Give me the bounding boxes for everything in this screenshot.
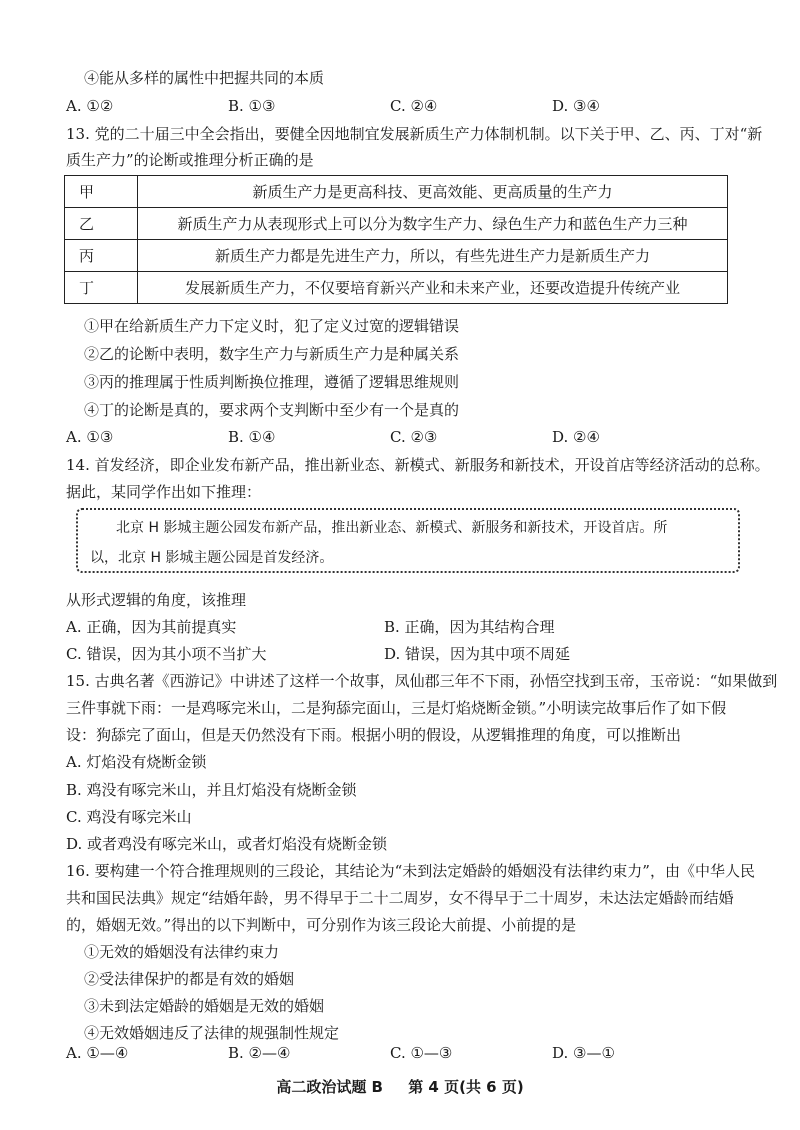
q16-option-d: D. ③—① [552,1044,615,1062]
q14-option-c: C. 错误，因为其小项不当扩大 [66,645,267,663]
q15-stem-line-2: 三件事就下雨：一是鸡啄完米山，二是狗舔完面山，三是灯焰烧断金锁。”小明读完故事后作了如下假 [66,699,727,717]
q13-statement-3: ③丙的推理属于性质判断换位推理，遵循了逻辑思维规则 [84,373,460,391]
q13-claims-table [64,175,728,304]
q15-option-b: B. 鸡没有啄完米山，并且灯焰没有烧断金锁 [66,781,357,799]
q16-statement-1: ①无效的婚姻没有法律约束力 [84,943,280,961]
q14-box-line-1: 北京 H 影城主题公园发布新产品，推出新业态、新模式、新服务和新技术，开设首店。所 [116,520,668,536]
q14-stem-line-2: 据此，某同学作出如下推理： [66,483,262,501]
table-row [65,272,728,304]
q15-stem-line-1: 15. 古典名著《西游记》中讲述了这样一个故事，凤仙郡三年不下雨，孙悟空找到玉帝，玉帝说：“如果做到 [66,672,778,690]
q15-stem-line-3: 设：狗舔完了面山，但是天仍然没有下雨。根据小明的假设，从逻辑推理的角度，可以推断出 [66,726,682,744]
q13-option-d: D. ②④ [552,428,600,446]
q16-stem-line-1: 16. 要构建一个符合推理规则的三段论，其结论为“未到法定婚龄的婚姻没有法律约束力”，由《中华人民 [66,862,755,880]
claim-key: 乙 [65,208,138,240]
claim-key: 丁 [65,272,138,304]
q12-option-a: A. ①② [66,97,114,115]
q12-statement-4: ④能从多样的属性中把握共同的本质 [84,69,325,87]
table-row [65,176,728,208]
q13-statement-1: ①甲在给新质生产力下定义时，犯了定义过宽的逻辑错误 [84,317,460,335]
table-row [65,240,728,272]
q16-option-b: B. ②—④ [228,1044,291,1062]
q15-option-c: C. 鸡没有啄完米山 [66,808,192,826]
q16-statement-4: ④无效婚姻违反了法律的规强制性规定 [84,1024,340,1042]
claim-text: 新质生产力从表现形式上可以分为数字生产力、绿色生产力和蓝色生产力三种 [138,208,728,240]
q13-option-c: C. ②③ [390,428,438,446]
q15-option-d: D. 或者鸡没有啄完米山，或者灯焰没有烧断金锁 [66,835,388,853]
q14-stem-line-1: 14. 首发经济，即企业发布新产品，推出新业态、新模式、新服务和新技术，开设首店等经济活动的总称。 [66,456,770,474]
footer-subject: 高二政治试题 B [276,1078,383,1096]
footer-page-number: 第 4 页(共 6 页) [408,1078,524,1096]
q12-option-d: D. ③④ [552,97,600,115]
claim-text: 新质生产力是更高科技、更高效能、更高质量的生产力 [138,176,728,208]
q15-option-a: A. 灯焰没有烧断金锁 [66,753,207,771]
table-row [65,208,728,240]
q16-option-a: A. ①—④ [66,1044,129,1062]
q16-stem-line-3: 的，婚姻无效。”得出的以下判断中，可分别作为该三段论大前提、小前提的是 [66,916,577,934]
q14-options-row-2 [66,642,716,666]
q12-option-b: B. ①③ [228,97,276,115]
q13-statement-2: ②乙的论断中表明，数字生产力与新质生产力是种属关系 [84,345,460,363]
q13-options [66,425,716,449]
q14-reasoning-box [76,508,740,573]
q13-stem-line-2: 质生产力”的论断或推理分析正确的是 [66,151,314,169]
q16-option-c: C. ①—③ [390,1044,453,1062]
q13-stem-line-1: 13. 党的二十届三中全会指出，要健全因地制宜发展新质生产力体制机制。以下关于甲、乙、丙、丁对“新 [66,125,763,143]
q13-statement-4: ④丁的论断是真的，要求两个支判断中至少有一个是真的 [84,401,460,419]
q14-question: 从形式逻辑的角度，该推理 [66,591,247,609]
q14-option-b: B. 正确，因为其结构合理 [384,618,555,636]
claim-key: 甲 [65,176,138,208]
page-footer [0,1075,800,1099]
q14-option-d: D. 错误，因为其中项不周延 [384,645,571,663]
q13-option-a: A. ①③ [66,428,114,446]
q14-options-row-1 [66,615,716,639]
claim-text: 发展新质生产力，不仅要培育新兴产业和未来产业，还要改造提升传统产业 [138,272,728,304]
q12-options [66,94,716,118]
claim-key: 丙 [65,240,138,272]
q16-statement-2: ②受法律保护的都是有效的婚姻 [84,970,295,988]
q12-option-c: C. ②④ [390,97,438,115]
q13-option-b: B. ①④ [228,428,276,446]
claim-text: 新质生产力都是先进生产力，所以，有些先进生产力是新质生产力 [138,240,728,272]
q14-option-a: A. 正确，因为其前提真实 [66,618,237,636]
q16-options [66,1041,716,1065]
q14-box-line-2: 以，北京 H 影城主题公园是首发经济。 [90,550,334,566]
q16-statement-3: ③未到法定婚龄的婚姻是无效的婚姻 [84,997,325,1015]
q16-stem-line-2: 共和国民法典》规定“结婚年龄，男不得早于二十二周岁，女不得早于二十周岁，未达法定婚龄而结婚 [66,889,734,907]
